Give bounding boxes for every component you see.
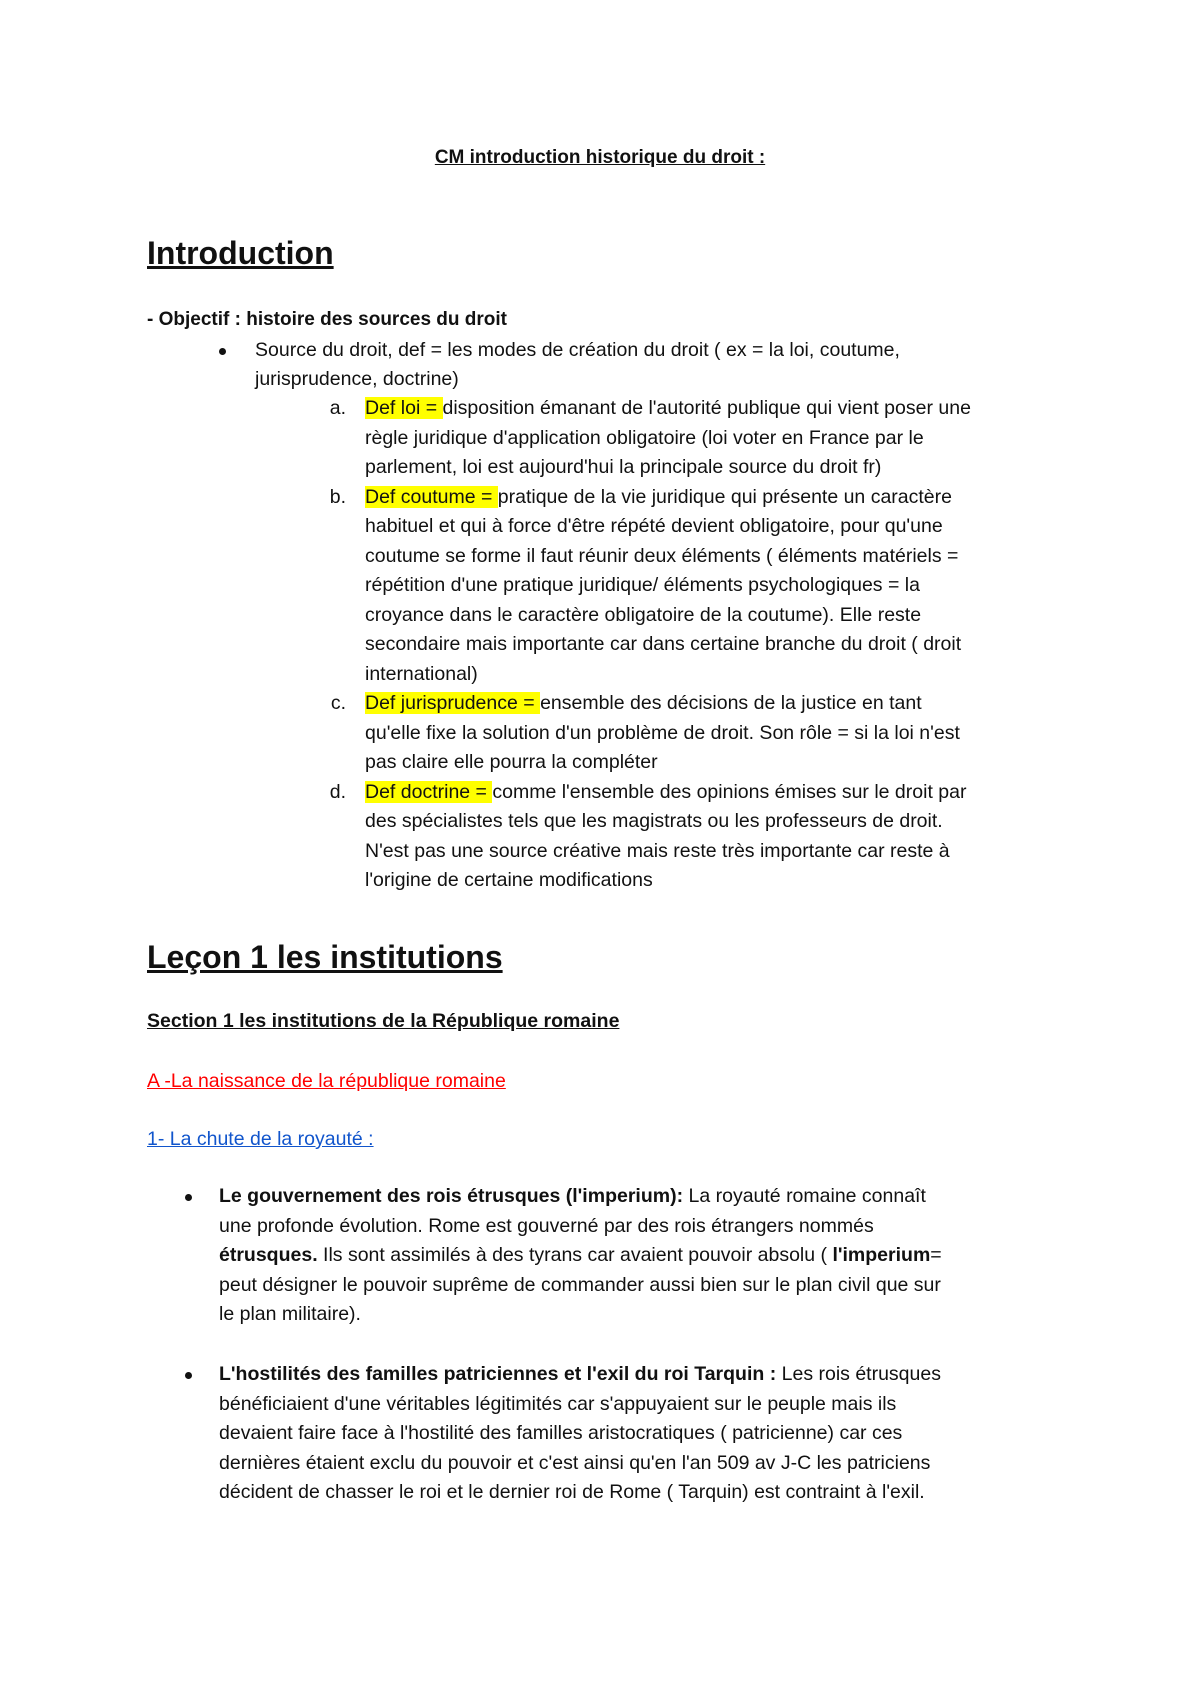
- source-line-1: Source du droit, def = les modes de création du droit ( ex = la loi, coutume,: [255, 339, 900, 361]
- source-line-2: jurisprudence, doctrine): [255, 368, 459, 390]
- bullet1-line-3: étrusques. Ils sont assimilés à des tyrans car avaient pouvoir absolu ( l'imperium=: [219, 1244, 942, 1266]
- def-coutume-line-7: international): [365, 662, 478, 685]
- bullet-icon: [219, 348, 226, 355]
- bullet2-line-3: devaient faire face à l'hostilité des familles aristocratiques ( patricienne) car ces: [219, 1422, 903, 1444]
- def-coutume-line-6: secondaire mais importante car dans certaine branche du droit ( droit: [365, 633, 962, 655]
- highlighted-term: Def coutume =: [365, 485, 498, 508]
- def-jurisprudence-line-3: pas claire elle pourra la compléter: [365, 751, 658, 773]
- def-jurisprudence-line-2: qu'elle fixe la solution d'un problème de droit. Son rôle = si la loi n'est: [365, 721, 960, 744]
- def-loi-line-2: règle juridique d'application obligatoire (loi voter en France par le: [365, 426, 924, 449]
- def-coutume-line-5: croyance dans le caractère obligatoire de la coutume). Elle reste: [365, 603, 922, 626]
- highlighted-term: Def loi =: [365, 397, 443, 419]
- def-coutume-line-1: Def coutume = pratique de la vie juridique qui présente un caractère: [365, 485, 952, 508]
- bullet1-line-1: Le gouvernement des rois étrusques (l'imperium): La royauté romaine connaît: [219, 1185, 926, 1207]
- def-doctrine-line-3: N'est pas une source créative mais reste très importante car reste à: [365, 839, 950, 862]
- bullet1-line-4: peut désigner le pouvoir suprême de commander aussi bien sur le plan civil que sur: [219, 1273, 941, 1296]
- document-title: CM introduction historique du droit :: [434, 147, 766, 168]
- list-marker: b.: [329, 485, 346, 508]
- def-jurisprudence-line-1: Def jurisprudence = ensemble des décisions de la justice en tant: [365, 692, 922, 714]
- list-marker: a.: [329, 397, 346, 419]
- def-coutume-line-2: habituel et qui à force d'être répété devient obligatoire, pour qu'une: [365, 515, 943, 537]
- def-loi-line-3: parlement, loi est aujourd'hui la principale source du droit fr): [365, 456, 882, 478]
- bullet-icon: [185, 1372, 192, 1379]
- list-marker: d.: [329, 780, 346, 803]
- bullet-icon: [185, 1194, 192, 1201]
- highlighted-term: Def doctrine =: [365, 780, 493, 803]
- bullet1-line-5: le plan militaire).: [219, 1303, 361, 1325]
- def-doctrine-line-2: des spécialistes tels que les magistrats ou les professeurs de droit.: [365, 810, 943, 832]
- def-coutume-line-4: répétition d'une pratique juridique/ éléments psychologiques = la: [365, 574, 920, 596]
- bullet2-line-2: bénéficiaient d'une véritables légitimités car s'appuyaient sur le peuple mais ils: [219, 1392, 897, 1415]
- bullet2-line-5: décident de chasser le roi et le dernier roi de Rome ( Tarquin) est contraint à l'exil.: [219, 1481, 925, 1503]
- bullet2-line-4: dernières étaient exclu du pouvoir et c'est ainsi qu'en l'an 509 av J-C les patriciens: [219, 1451, 931, 1474]
- list-marker: c.: [330, 692, 346, 714]
- part-1-title: 1- La chute de la royauté :: [147, 1128, 374, 1150]
- section-1-title: Section 1 les institutions de la République romaine: [147, 1010, 620, 1032]
- objectif-line: - Objectif : histoire des sources du droit: [147, 309, 507, 330]
- def-coutume-line-3: coutume se forme il faut réunir deux éléments ( éléments matériels =: [365, 544, 959, 567]
- def-doctrine-line-4: l'origine de certaine modifications: [365, 869, 653, 891]
- highlighted-term: Def jurisprudence =: [365, 692, 541, 714]
- part-a-title: A -La naissance de la république romaine: [147, 1070, 506, 1092]
- heading-introduction: Introduction: [147, 235, 334, 271]
- def-doctrine-line-1: Def doctrine = comme l'ensemble des opinions émises sur le droit par: [365, 780, 967, 803]
- bullet1-line-2: une profonde évolution. Rome est gouverné par des rois étrangers nommés: [219, 1214, 874, 1237]
- heading-lecon-1: Leçon 1 les institutions: [147, 939, 503, 975]
- bullet2-line-1: L'hostilités des familles patriciennes et l'exil du roi Tarquin : Les rois étrusques: [219, 1363, 941, 1385]
- def-loi-line-1: Def loi = disposition émanant de l'autorité publique qui vient poser une: [365, 397, 971, 419]
